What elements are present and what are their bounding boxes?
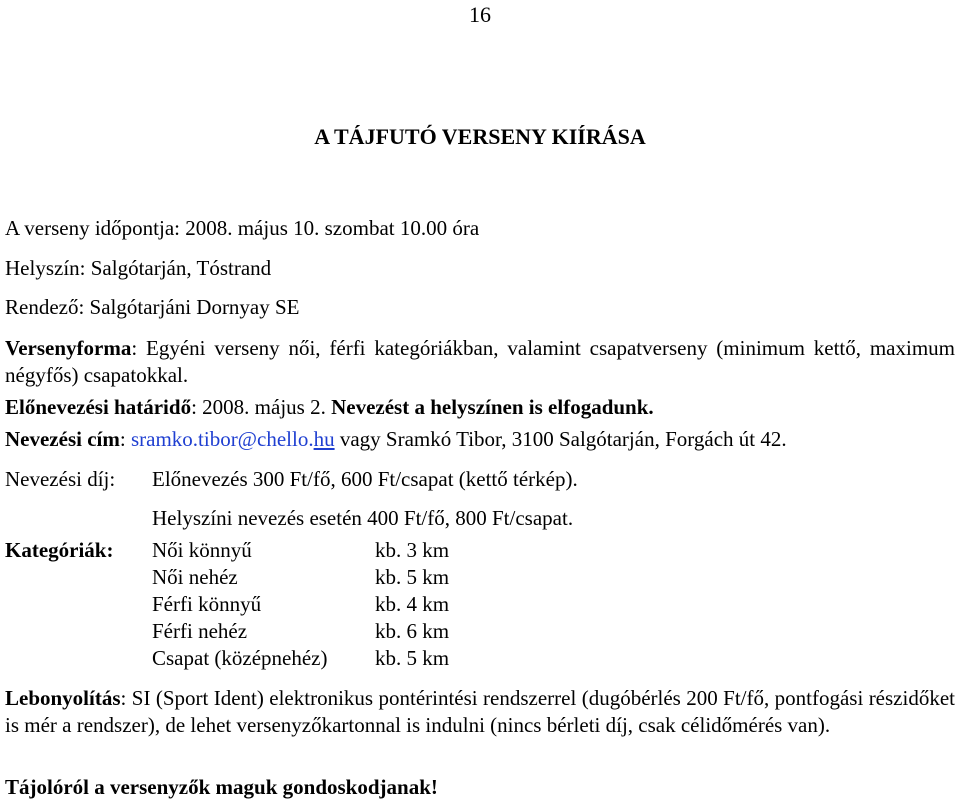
entry-fee-line2: Helyszíni nevezés esetén 400 Ft/fő, 800 Ft/csapat.: [152, 506, 574, 530]
entry-address-text: vagy Sramkó Tibor, 3100 Salgótarján, Forgách út 42.: [334, 427, 787, 451]
email-link[interactable]: sramko.tibor@chello.: [130, 427, 314, 451]
entry-fee-label: Nevezési díj:: [5, 467, 116, 491]
format-label: Versenyforma: [5, 336, 132, 360]
execution-text: : SI (Sport Ident) elektronikus pontérintési rendszerrel (dugóbérlés 200 Ft/fő, pontfogási részidőket is mér a rendszer), de lehet versenyzőkartonnal is indulni (nincs bérleti díj, csak célidőmérés van).: [5, 686, 955, 737]
category-distance: kb. 5 km: [375, 565, 450, 589]
category-distance: kb. 4 km: [375, 592, 450, 616]
pre-entry-date: : 2008. május 2.: [191, 395, 332, 419]
category-distance: kb. 5 km: [375, 646, 450, 670]
category-name: Férfi könnyű: [152, 592, 262, 616]
closing-note: Tájolóról a versenyzők maguk gondoskodjanak!: [5, 775, 438, 799]
pre-entry-line: [5, 395, 654, 420]
categories-label: Kategóriák:: [5, 538, 114, 562]
entry-address-colon: :: [119, 427, 131, 451]
format-text: : Egyéni verseny női, férfi kategóriákban, valamint csapatverseny (minimum kettő, maximum négyfős) csapatokkal.: [5, 336, 955, 387]
execution-paragraph: [5, 685, 955, 739]
category-name: Női nehéz: [152, 565, 238, 589]
category-distance: kb. 3 km: [375, 538, 450, 562]
entry-fee-line1: Előnevezés 300 Ft/fő, 600 Ft/csapat (kettő térkép).: [152, 467, 578, 491]
execution-label: Lebonyolítás: [5, 686, 121, 710]
entry-address-label: Nevezési cím: [5, 427, 120, 451]
format-paragraph: [5, 335, 955, 389]
document-title: A TÁJFUTÓ VERSENY KIÍRÁSA: [314, 124, 646, 149]
pre-entry-label: Előnevezési határidő: [5, 395, 192, 419]
category-name: Férfi nehéz: [152, 619, 248, 643]
category-name: Csapat (középnehéz): [152, 646, 328, 670]
category-distance: kb. 6 km: [375, 619, 450, 643]
pre-entry-note: Nevezést a helyszínen is elfogadunk.: [331, 395, 654, 419]
entry-address-line: [5, 427, 787, 452]
organizer-line: Rendező: Salgótarjáni Dornyay SE: [5, 295, 300, 319]
venue-line: Helyszín: Salgótarján, Tóstrand: [5, 256, 272, 280]
email-link-domain[interactable]: hu: [313, 427, 335, 451]
date-line: A verseny időpontja: 2008. május 10. szombat 10.00 óra: [5, 216, 480, 240]
category-name: Női könnyű: [152, 538, 252, 562]
page-number: 16: [469, 2, 491, 27]
